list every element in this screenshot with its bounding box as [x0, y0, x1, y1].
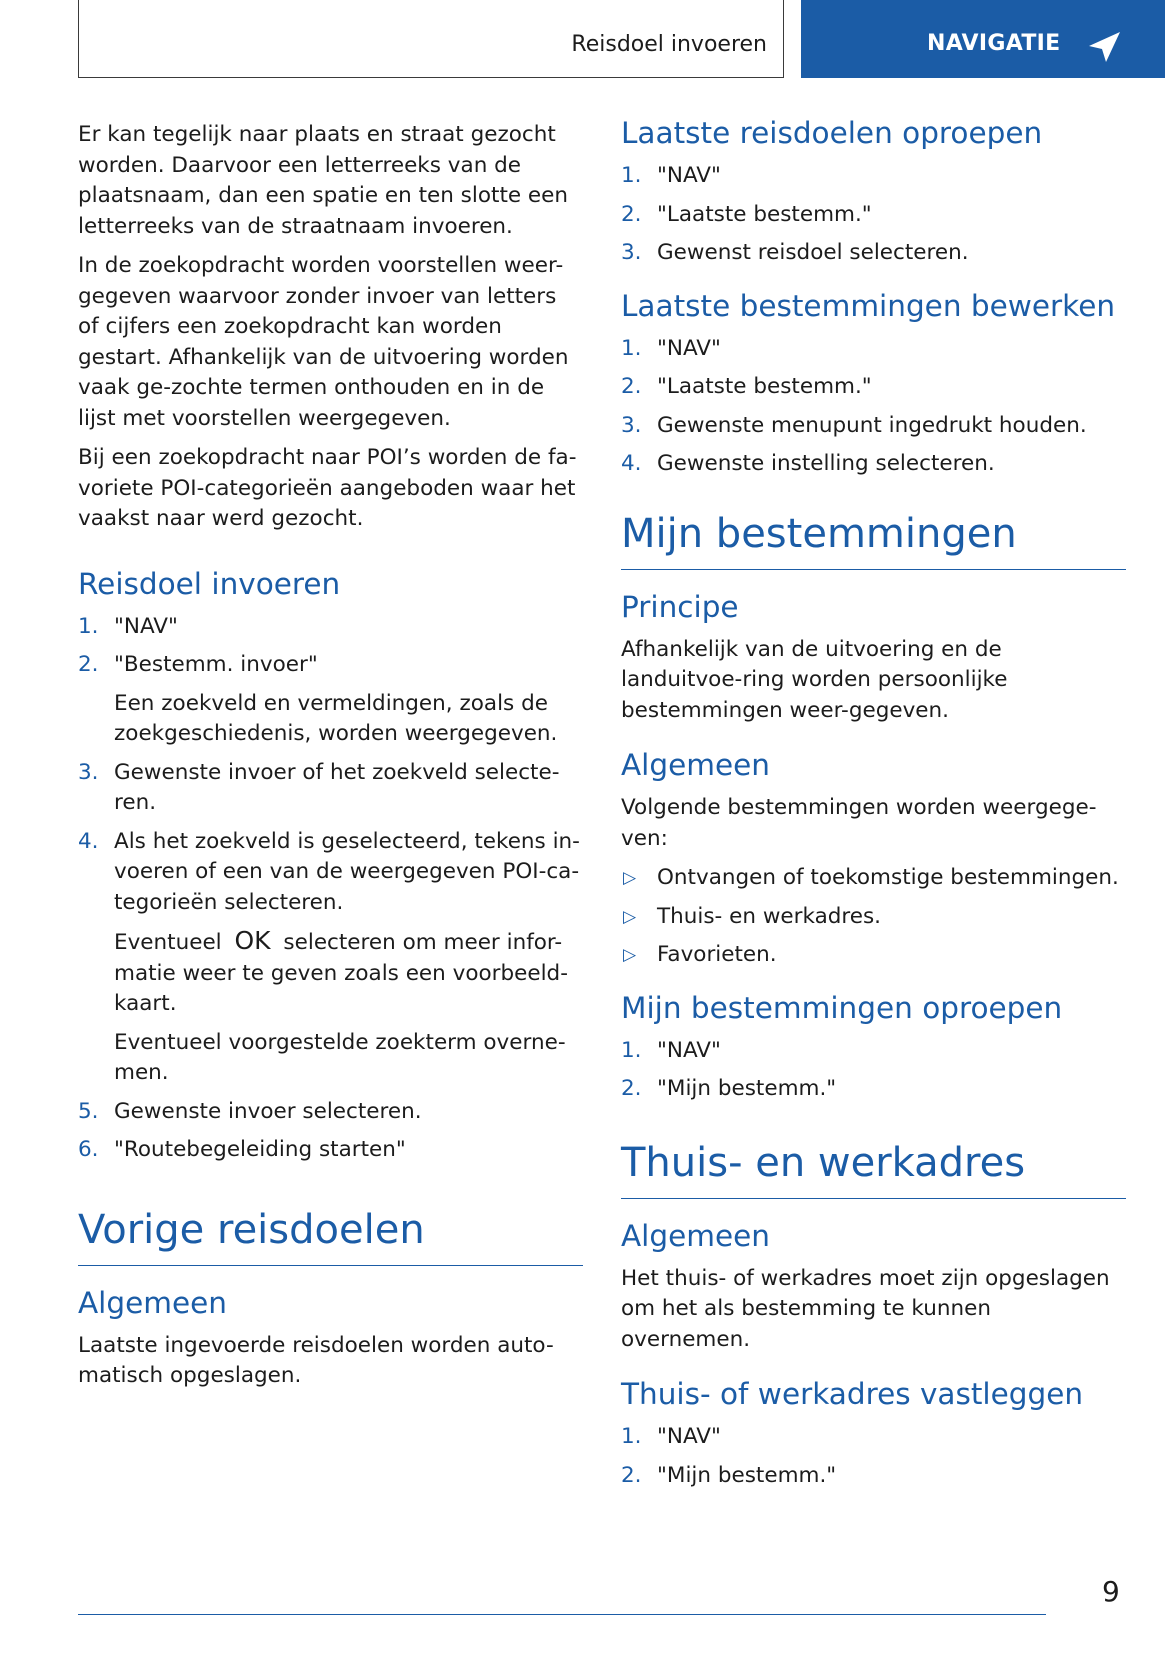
running-header-title: Reisdoel invoeren [571, 32, 767, 57]
list-item: 5. Gewenste invoer selecteren. [78, 1098, 422, 1124]
list-item: 3. Gewenst reisdoel selecteren. [621, 240, 969, 265]
right-column [621, 116, 1126, 1499]
intro-paragraph-1: Er kan tegelijk naar plaats en straat gezocht worden. Daarvoor een letterreeks van de plaatsnaam, dan een spatie en ten slotte een letterreeks van de straatnaam invoeren. [78, 122, 569, 239]
section-tab-navigatie [801, 0, 1165, 78]
ok-button-symbol: OK [234, 926, 271, 955]
list-item: 1. "NAV" [621, 335, 721, 361]
heading-algemeen: Algemeen [621, 748, 770, 782]
list-item: ▷ Favorieten. [621, 940, 1126, 971]
heading-vorige-reisdoelen: Vorige reisdoelen [78, 1204, 583, 1266]
paragraph-vorige: Laatste ingevoerde reisdoelen worden auto-matisch opgeslagen. [78, 1332, 554, 1388]
intro-paragraph-2: In de zoekopdracht worden voorstellen weer-gegeven waarvoor zonder invoer van letters of cijfers een zoekopdracht kan worden gestart. Afhankelijk van de uitvoering worden vaak ge-zochte termen onthouden en in de lijst met voorstellen weergegeven. [78, 253, 569, 431]
list-item: ▷ Ontvangen of toekomstige bestemmingen. [621, 863, 1126, 894]
heading-mijn-bestemmingen-oproepen: Mijn bestemmingen oproepen [621, 990, 1063, 1025]
heading-thuis-of-werkadres-vastleggen: Thuis- of werkadres vastleggen [621, 1377, 1084, 1411]
section-tab-label: NAVIGATIE [927, 31, 1061, 56]
list-item: 2. "Laatste bestemm." [621, 374, 872, 399]
heading-principe: Principe [621, 589, 739, 624]
list-item: 6. "Routebegeleiding starten" [78, 1137, 406, 1162]
step-note-ok: Eventueel OK selecteren om meer infor-matie weer te geven zoals een voorbeeld-kaart. [114, 926, 568, 1016]
intro-paragraph-3: Bij een zoekopdracht naar POI’s worden de fa-voriete POI-categorieën aangeboden waar het vaakst naar werd gezocht. [78, 445, 577, 531]
heading-laatste-bestemmingen-bewerken: Laatste bestemmingen bewerken [621, 288, 1116, 323]
navigation-arrow-icon [1087, 30, 1121, 64]
heading-reisdoel-invoeren: Reisdoel invoeren [78, 566, 341, 601]
page-number: 9 [1102, 1575, 1120, 1608]
list-item: 3. Gewenste invoer of het zoekveld selecte-ren. [78, 759, 560, 815]
list-item: 1. "NAV" [621, 1424, 721, 1449]
header-title-box [78, 0, 784, 78]
heading-laatste-reisdoelen-oproepen: Laatste reisdoelen oproepen [621, 116, 1043, 150]
list-item: 1. "NAV" [78, 613, 178, 639]
heading-algemeen: Algemeen [621, 1218, 770, 1253]
step-note: Een zoekveld en vermeldingen, zoals de zoekgeschiedenis, worden weergegeven. [114, 690, 558, 746]
list-item: 2. "Laatste bestemm." [621, 201, 872, 227]
heading-algemeen: Algemeen [78, 1285, 227, 1320]
bullet-triangle-icon: ▷ [623, 868, 637, 888]
paragraph-principe: Afhankelijk van de uitvoering en de landuitvoe-ring worden persoonlijke bestemmingen weer-gegeven. [621, 636, 1008, 723]
list-item: 1. "NAV" [621, 163, 721, 188]
bullet-triangle-icon: ▷ [623, 906, 637, 927]
left-column [78, 120, 583, 1401]
bullet-triangle-icon: ▷ [623, 945, 637, 965]
paragraph-algemeen: Volgende bestemmingen worden weergege-ven: [621, 795, 1097, 851]
list-item: ▷ Thuis- en werkadres. [621, 902, 1126, 933]
heading-mijn-bestemmingen: Mijn bestemmingen [621, 508, 1126, 570]
list-item: 4. Gewenste instelling selecteren. [621, 451, 995, 476]
heading-thuis-en-werkadres: Thuis- en werkadres [621, 1137, 1126, 1199]
list-item: 2. "Mijn bestemm." [621, 1462, 837, 1488]
paragraph-thuis: Het thuis- of werkadres moet zijn opgeslagen om het als bestemming te kunnen overnemen. [621, 1265, 1110, 1352]
list-item: 2. "Mijn bestemm." [621, 1076, 837, 1101]
list-item: 2. "Bestemm. invoer" [78, 652, 318, 677]
step-note: Eventueel voorgestelde zoekterm overne-men. [114, 1029, 566, 1085]
list-item: 1. "NAV" [621, 1037, 721, 1063]
list-item: 4. Als het zoekveld is geselecteerd, tekens in-voeren of een van de weergegeven POI-ca-tegorieën selecteren. [78, 828, 580, 915]
footer-divider [78, 1614, 1046, 1615]
list-item: 3. Gewenste menupunt ingedrukt houden. [621, 412, 1087, 438]
